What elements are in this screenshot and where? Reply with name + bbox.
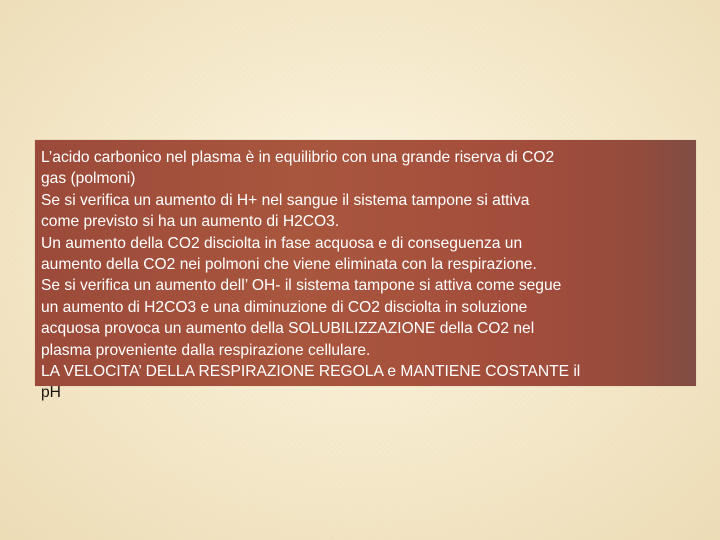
text-line: come previsto si ha un aumento di H2CO3. [41, 213, 340, 231]
text-line: LA VELOCITA’ DELLA RESPIRAZIONE REGOLA e MANTIENE COSTANTE il [41, 363, 581, 381]
text-line: L’acido carbonico nel plasma è in equilibrio con una grande riserva di CO2 [41, 149, 555, 166]
text-line: Un aumento della CO2 disciolta in fase acquosa e di conseguenza un [41, 234, 523, 252]
text-line: Se si verifica un aumento di H+ nel sangue il sistema tampone si attiva [41, 191, 530, 209]
text-line: aumento della CO2 nei polmoni che viene eliminata con la respirazione. [41, 256, 537, 274]
text-line: gas (polmoni) [41, 170, 136, 188]
text-line: un aumento di H2CO3 e una diminuzione di CO2 disciolta in soluzione [41, 298, 528, 316]
text-line: acquosa provoca un aumento della SOLUBILIZZAZIONE della CO2 nel [41, 320, 535, 338]
slide-body-text [41, 147, 701, 404]
text-line-overflow: pH [41, 384, 61, 402]
text-line: plasma proveniente dalla respirazione cellulare. [41, 341, 371, 359]
text-line: Se si verifica un aumento dell’ OH- il sistema tampone si attiva come segue [41, 277, 562, 295]
